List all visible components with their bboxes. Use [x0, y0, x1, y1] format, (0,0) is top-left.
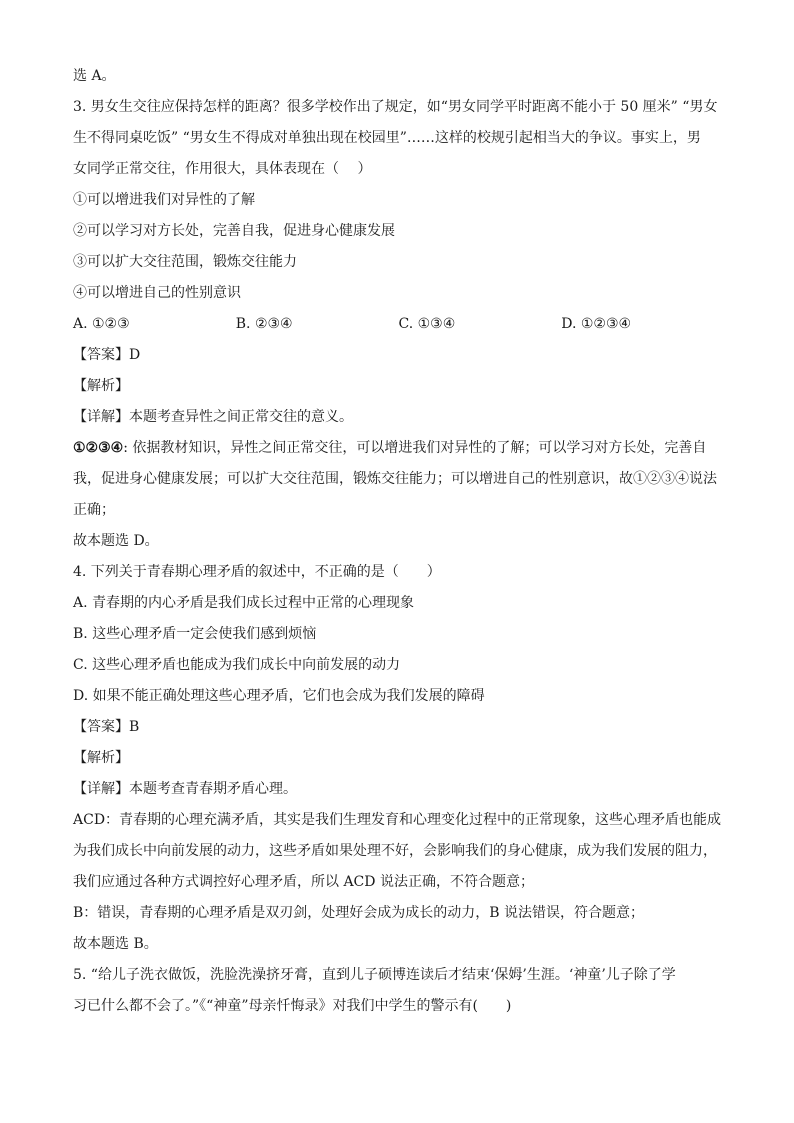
question-3 — [73, 92, 724, 557]
q3-option-a: A. ①②③ — [73, 316, 130, 332]
q4-detail: 【详解】本题考查青春期矛盾心理。 — [73, 781, 297, 797]
q3-statement-3: ③可以扩大交往范围，锻炼交往能力 — [73, 254, 297, 270]
q4-option-c: C. 这些心理矛盾也能成为我们成长中向前发展的动力 — [73, 657, 401, 673]
q3-statement-2: ②可以学习对方长处，完善自我，促进身心健康发展 — [73, 223, 395, 239]
q3-option-d: D. ①②③④ — [561, 316, 632, 332]
q4-conclusion: 故本题选 B。 — [73, 936, 158, 952]
q4-analysis-heading: 【解析】 — [73, 750, 129, 766]
q3-stem-line-1: 3. 男女生交往应保持怎样的距离？很多学校作出了规定，如“男女同学平时距离不能小于 50 厘米” “男女 — [73, 99, 718, 115]
q3-option-b: B. ②③④ — [235, 316, 293, 332]
q3-conclusion: 故本题选 D。 — [73, 533, 159, 549]
q3-option-c: C. ①③④ — [398, 316, 456, 332]
q5-stem-line-2: 习已什么都不会了。”《“神童”母亲忏悔录》对我们中学生的警示有( ) — [73, 998, 512, 1014]
q3-explanation-line-1 — [73, 433, 724, 464]
q3-answer: 【答案】D — [73, 347, 141, 363]
q4-explanation-line-2: 为我们成长中向前发展的动力，这些矛盾如果处理不好，会影响我们的身心健康，成为我们发展的阻力， — [73, 843, 717, 859]
question-5 — [73, 960, 724, 1022]
q4-explanation-line-3: 我们应通过各种方式调控好心理矛盾，所以 ACD 说法正确，不符合题意； — [73, 874, 534, 890]
q3-statement-1: ①可以增进我们对异性的了解 — [73, 192, 255, 208]
question-4 — [73, 557, 724, 960]
q3-options — [73, 309, 724, 340]
q3-stem-line-2: 生不得同桌吃饭” “男女生不得成对单独出现在校园里”……这样的校规引起相当大的争议。事实上，男 — [73, 130, 701, 146]
q4-explanation-line-4: B：错误，青春期的心理矛盾是双刃剑，处理好会成为成长的动力，B 说法错误，符合题意； — [73, 905, 645, 921]
q3-analysis-heading: 【解析】 — [73, 378, 129, 394]
q4-stem: 4. 下列关于青春期心理矛盾的叙述中，不正确的是（ ） — [73, 564, 441, 580]
q4-answer: 【答案】B — [73, 719, 140, 735]
q3-stem-line-3: 女同学正常交往，作用很大，具体表现在（ ） — [73, 161, 372, 177]
q4-option-b: B. 这些心理矛盾一定会使我们感到烦恼 — [73, 626, 317, 642]
q4-option-a: A. 青春期的内心矛盾是我们成长过程中正常的心理现象 — [73, 595, 415, 611]
q3-explanation-bold-label: ①②③④ — [73, 440, 124, 456]
q3-detail: 【详解】本题考查异性之间正常交往的意义。 — [73, 409, 353, 425]
q3-explanation-text: : 依据教材知识，异性之间正常交往，可以增进我们对异性的了解；可以学习对方长处，完善自 — [123, 440, 707, 456]
q4-explanation-line-1: ACD：青春期的心理充满矛盾，其实是我们生理发育和心理变化过程中的正常现象，这些心理矛盾也能成 — [73, 812, 722, 828]
q3-statement-4: ④可以增进自己的性别意识 — [73, 285, 241, 301]
previous-answer-tail: 选 A。 — [73, 68, 116, 84]
q3-explanation-line-3: 正确； — [73, 502, 115, 518]
q4-option-d: D. 如果不能正确处理这些心理矛盾，它们也会成为我们发展的障碍 — [73, 688, 485, 704]
q3-explanation-line-2: 我，促进身心健康发展；可以扩大交往范围，锻炼交往能力；可以增进自己的性别意识，故①②③④说法 — [73, 471, 717, 487]
q5-stem-line-1: 5. “给儿子洗衣做饭，洗脸洗澡挤牙膏，直到儿子硕博连读后才结束‘保姆’生涯。‘神童’儿子除了学 — [73, 967, 676, 983]
